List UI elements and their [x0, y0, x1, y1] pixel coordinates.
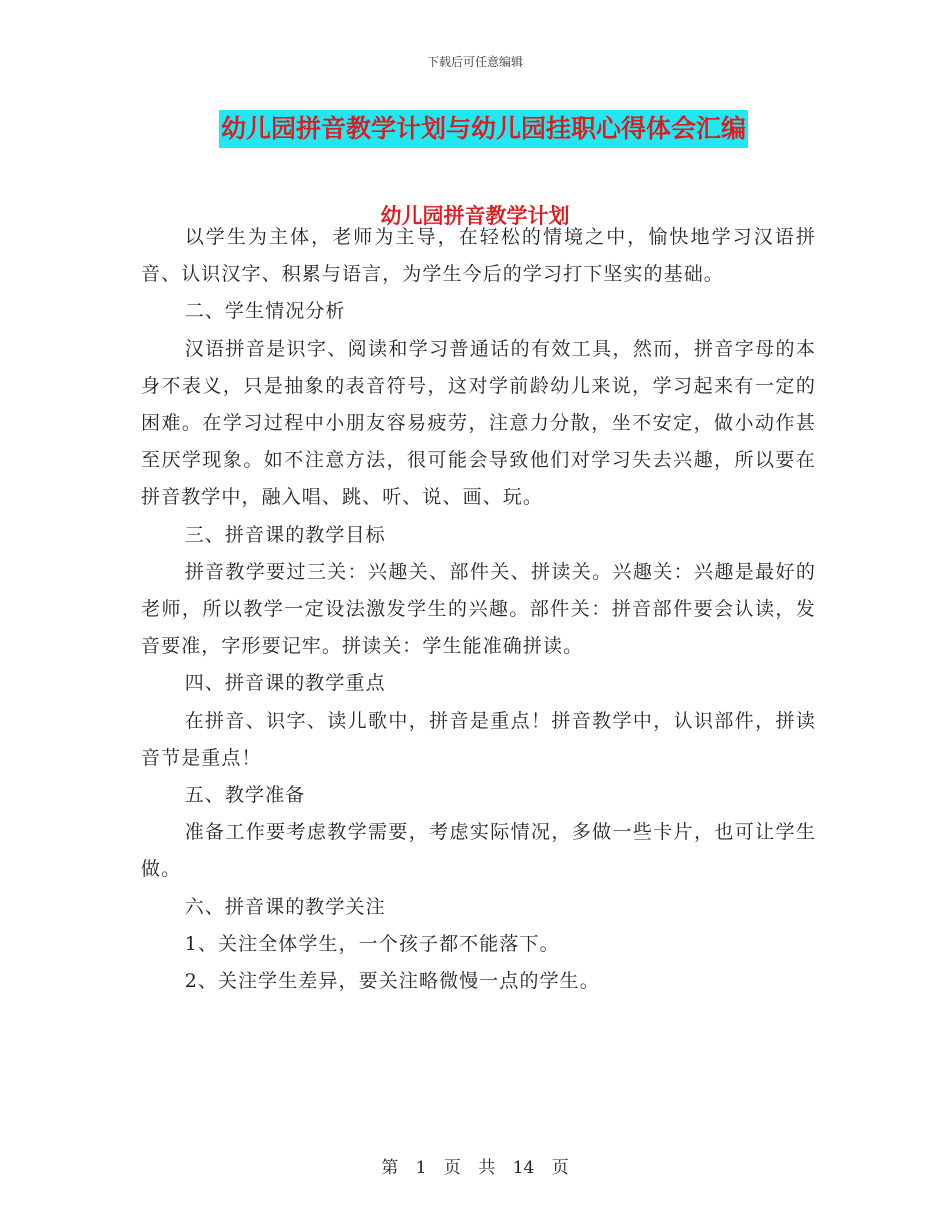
section-title: 幼儿园拼音教学计划 [380, 203, 570, 228]
main-title: 幼儿园拼音教学计划与幼儿园挂职心得体会汇编 [219, 110, 748, 148]
header-note: 下载后可任意编辑 [426, 55, 523, 69]
page-footer [0, 1153, 950, 1178]
list-item-attention-2: 2、关注学生差异，要关注略微慢一点的学生。 [184, 970, 600, 993]
paragraph-teaching-prep: 准备工作要考虑教学需要，考虑实际情况，多做一些卡片，也可让学生做。 [141, 821, 816, 881]
heading-teaching-prep: 五、教学准备 [184, 784, 306, 807]
list-item-attention-1: 1、关注全体学生，一个孩子都不能落下。 [184, 932, 560, 955]
paragraph-intro: 以学生为主体，老师为主导，在轻松的情境之中，愉快地学习汉语拼音、认识汉字、积累与语言，为学生今后的学习打下坚实的基础。 [141, 226, 816, 286]
document-body [141, 219, 816, 1000]
footer-page-prefix: 第 [381, 1158, 399, 1178]
heading-teaching-attention: 六、拼音课的教学关注 [184, 895, 386, 918]
footer-total-pages: 14 [512, 1158, 535, 1178]
paragraph-teaching-focus: 在拼音、识字、读儿歌中，拼音是重点！拼音教学中，认识部件，拼读音节是重点！ [141, 709, 816, 769]
footer-total-prefix: 共 [478, 1158, 496, 1178]
heading-teaching-goals: 三、拼音课的教学目标 [184, 523, 386, 546]
paragraph-teaching-goals: 拼音教学要过三关：兴趣关、部件关、拼读关。兴趣关：兴趣是最好的老师，所以教学一定设法激发学生的兴趣。部件关：拼音部件要会认读，发音要准，字形要记牢。拼读关：学生能准确拼读。 [141, 560, 816, 658]
heading-teaching-focus: 四、拼音课的教学重点 [184, 672, 386, 695]
footer-total-suffix: 页 [551, 1158, 569, 1178]
footer-page-word: 页 [443, 1158, 461, 1178]
paragraph-student-analysis: 汉语拼音是识字、阅读和学习普通话的有效工具，然而，拼音字母的本身不表义，只是抽象的表音符号，这对学前龄幼儿来说，学习起来有一定的困难。在学习过程中小朋友容易疲劳，注意力分散，坐不安定，做小动作甚至厌学现象。如不注意方法，很可能会导致他们对学习失去兴趣，所以要在拼音教学中，融入唱、跳、听、说、画、玩。 [141, 337, 816, 509]
heading-student-analysis: 二、学生情况分析 [184, 300, 346, 323]
footer-page-number: 1 [415, 1158, 427, 1178]
